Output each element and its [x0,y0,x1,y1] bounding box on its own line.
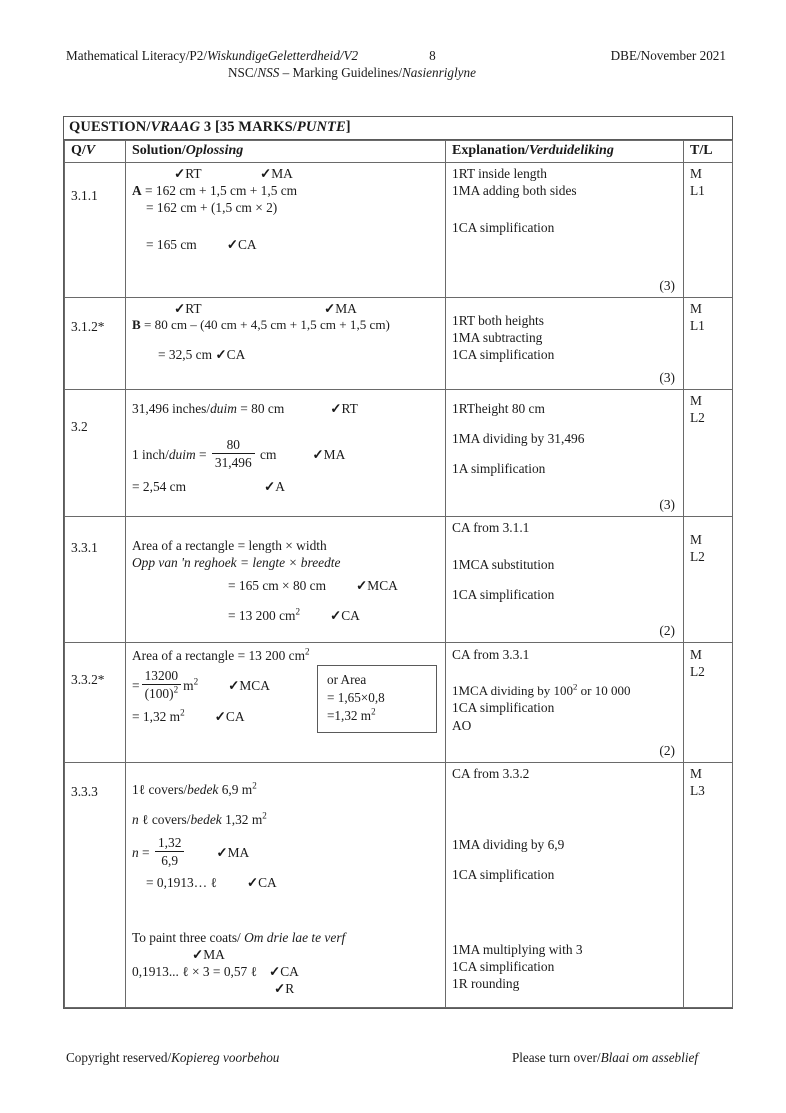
explanation-line: 1CA simplification [452,866,555,882]
spacer [132,828,441,835]
alternative-method-box [317,665,437,733]
tick-line: ✓ MA [132,946,441,963]
solution-line: B = 80 cm – (40 cm + 4,5 cm + 1,5 cm + 1,5 cm) [132,316,390,332]
tick-line: ✓ R [132,980,441,997]
box-line: or Area [327,671,367,687]
tick-line: ✓ RT ✓ MA [132,165,441,182]
page-footer [66,1050,726,1066]
header-subject: Mathematical Literacy/P2/WiskundigeGeletterdheid/V2 [66,48,359,63]
page-header [66,48,726,80]
tick-ma-icon [192,947,203,962]
tick-ca-icon [269,964,280,979]
tick-r-icon [274,981,285,996]
solution-cell [126,762,446,1007]
table-title-band: QUESTION/VRAAG 3 [35 MARKS/PUNTE] [64,117,732,140]
solution-cell [126,162,446,297]
explanation-line: 1MA dividing by 31,496 [452,430,585,446]
explanation-cell [446,516,684,642]
solution-line: = 162 cm + (1,5 cm × 2) [146,199,278,215]
table-row [65,389,733,516]
tick-rt-icon [174,166,185,181]
solution-line: To paint three coats/ Om drie lae te verf [132,929,346,945]
table-row [65,516,733,642]
explanation-line: 1RT both heights [452,312,544,328]
taxonomy-level-cell [684,389,733,516]
spacer [452,883,679,941]
solution-line: 31,496 inches/duim = 80 cm ✓ RT [132,400,441,417]
marks-allocation: (2) [659,623,675,639]
solution-line: = $\frac{13200}{(100)^2}$ $m^2$ ✓ MCA [132,668,441,702]
header-exam-session: DBE/November 2021 [610,48,726,63]
explanation-line: 1R rounding [452,976,520,992]
taxonomy-l: L1 [690,182,705,198]
marks-allocation: (3) [659,497,675,513]
marks-allocation: (3) [659,370,675,386]
explanation-line: CA from 3.1.1 [452,519,530,535]
col-header-qv: Q/V [65,140,126,162]
taxonomy-level-cell [684,642,733,762]
explanation-line: 1CA simplification [452,959,555,975]
spacer [452,663,679,683]
table-row [65,162,733,297]
explanation-line: AO [452,717,472,733]
col-header-solution: Solution/Oplossing [126,140,446,162]
tick-ca-icon [215,347,226,362]
box-line: =1,32 $m^2$ [327,706,376,724]
taxonomy-level-cell [684,762,733,1007]
solution-line: = 165 cm × 80 cm ✓ MCA [132,577,441,594]
question-number: 3.3.3 [65,762,126,1007]
tick-a-icon [264,479,275,494]
solution-line: = 13 200 $cm^2$ ✓ CA [132,607,441,624]
fraction: $\frac{13200}{(100)^2}$ [142,668,182,702]
question-number: 3.2 [65,389,126,516]
header-line-1 [66,48,726,63]
col-header-tl: T/L [684,140,733,162]
tick-ca-icon [215,709,226,724]
spacer [132,891,441,929]
taxonomy-m: M [690,300,702,316]
table-row [65,762,733,1007]
question-number: 3.1.1 [65,162,126,297]
header-line-2: NSC/NSS – Marking Guidelines/Nasienriglyne [227,65,476,81]
spacer [132,333,441,346]
spacer [452,782,679,836]
taxonomy-m: M [690,531,702,547]
taxonomy-l: L2 [690,548,705,564]
tick-ca-icon [247,875,258,890]
solution-line: 1ℓ covers/bedek 6,9 $m^2$ [132,780,257,797]
question-number: 3.1.2* [65,297,126,389]
solution-cell [126,297,446,389]
solution-line: = 32,5 cm ✓ CA [132,346,441,363]
spacer [452,573,679,586]
explanation-line: 1A simplification [452,460,546,476]
explanation-cell [446,389,684,516]
table-row [65,642,733,762]
question-number: 3.3.1 [65,516,126,642]
taxonomy-m: M [690,392,702,408]
explanation-line: 1CA simplification [452,700,555,716]
taxonomy-level-cell [684,297,733,389]
spacer [132,594,441,607]
tick-line: ✓ RT ✓ MA [132,300,441,317]
explanation-cell [446,162,684,297]
tick-rt-icon [330,401,341,416]
taxonomy-l: L2 [690,663,705,679]
marking-guidelines-table [63,116,733,1009]
tick-ma-icon [216,845,227,860]
solution-line: = 2,54 cm ✓ A [132,478,441,495]
explanation-line: 1CA simplification [452,219,555,235]
spacer [132,417,441,437]
spacer [452,536,679,556]
tick-ma-icon [260,166,271,181]
explanation-cell [446,762,684,1007]
marks-allocation: (2) [659,743,675,759]
solution-line: n = $\frac{1,32}{6,9}$ ✓ MA [132,835,441,869]
explanation-line: 1MA adding both sides [452,182,577,198]
fraction: $\frac{1,32}{6,9}$ [155,835,184,869]
explanation-line: CA from 3.3.1 [452,646,530,662]
tick-mca-icon [228,678,239,693]
taxonomy-level-cell [684,516,733,642]
solution-line: 0,1913... ℓ × 3 = 0,57 ℓ ✓ CA [132,963,441,980]
taxonomy-m: M [690,165,702,181]
taxonomy-level-cell [684,162,733,297]
question-number: 3.3.2* [65,642,126,762]
solution-line: = 0,1913… ℓ ✓ CA [132,874,441,891]
tick-ca-icon [227,237,238,252]
marks-allocation: (3) [659,278,675,294]
answers-grid [64,140,733,1008]
table-header-row [65,140,733,162]
explanation-line: 1MCA substitution [452,556,555,572]
spacer [132,216,441,236]
solution-line: n ℓ covers/bedek 1,32 $m^2$ [132,810,267,827]
solution-line: Area of a rectangle = 13 200 $cm^2$ [132,646,310,663]
explanation-cell [446,297,684,389]
solution-cell [126,389,446,516]
taxonomy-l: L1 [690,317,705,333]
solution-line: = 165 cm ✓ CA [132,236,441,253]
explanation-line: 1MCA dividing by $100^2$ or 10 000 [452,681,631,698]
explanation-line: 1MA multiplying with 3 [452,942,583,958]
turn-over-notice: Please turn over/Blaai om asseblief [511,1050,698,1065]
spacer [452,447,679,460]
header-page-number: 8 [429,48,436,63]
solution-line: A = 162 cm + 1,5 cm + 1,5 cm [132,182,298,198]
explanation-line: 1RTheight 80 cm [452,400,545,416]
tick-mca-icon [356,578,367,593]
solution-cell [126,642,446,762]
copyright-notice: Copyright reserved/Kopiereg voorbehou [66,1050,280,1065]
solution-cell [126,516,446,642]
spacer [452,853,679,866]
box-line: = 1,65×0,8 [327,689,385,705]
explanation-line: 1MA dividing by 6,9 [452,836,565,852]
solution-line: Area of a rectangle = length × width [132,537,327,553]
taxonomy-l: L2 [690,409,705,425]
explanation-line: 1MA subtracting [452,329,543,345]
spacer [132,798,441,811]
taxonomy-m: M [690,646,702,662]
taxonomy-m: M [690,765,702,781]
tick-ma-icon [324,301,335,316]
explanation-line: CA from 3.3.2 [452,765,530,781]
table-row [65,297,733,389]
tick-rt-icon [174,301,185,316]
fraction: $\frac{80}{31,496}$ [212,437,255,471]
explanation-line: 1CA simplification [452,586,555,602]
explanation-line: 1RT inside length [452,165,547,181]
tick-ca-icon [330,608,341,623]
spacer [452,417,679,430]
solution-line: Opp van 'n reghoek = lengte × breedte [132,554,341,570]
explanation-cell [446,642,684,762]
solution-line: 1 inch/duim = $\frac{80}{31,496}$ cm ✓ MA [132,437,441,471]
explanation-line: 1CA simplification [452,346,555,362]
tick-ma-icon [312,447,323,462]
spacer [452,199,679,219]
col-header-explanation: Explanation/Verduideliking [446,140,684,162]
solution-line: = 1,32 $m^2$ ✓ CA [132,708,441,725]
taxonomy-l: L3 [690,782,705,798]
